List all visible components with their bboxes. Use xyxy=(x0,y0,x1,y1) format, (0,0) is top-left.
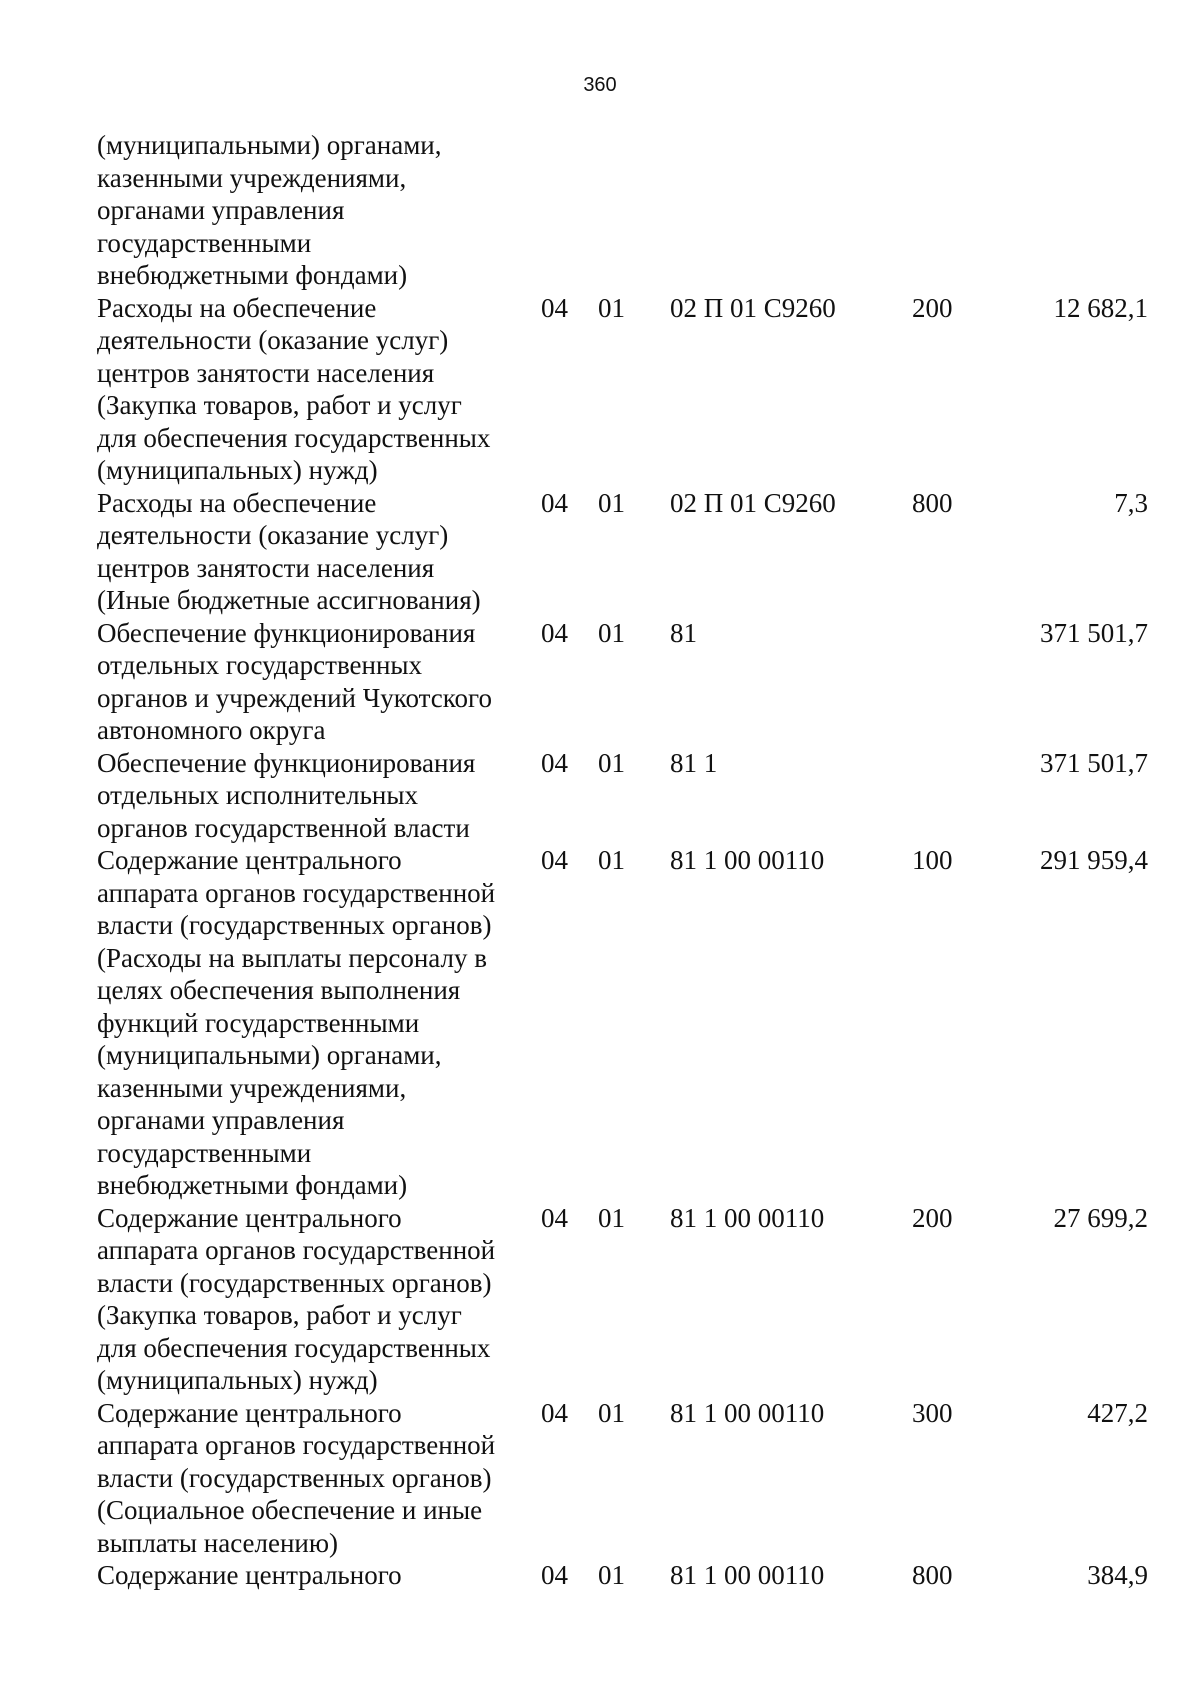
table-row xyxy=(0,747,1200,845)
description-line: целях обеспечения выполнения xyxy=(97,975,461,1005)
description-line: органами управления xyxy=(97,1105,345,1135)
section-code: 04 xyxy=(541,617,568,648)
target-article-code: 81 1 00 00110 xyxy=(670,845,825,875)
description-line: Содержание центрального xyxy=(97,1202,402,1233)
description-line: власти (государственных органов) xyxy=(97,910,492,940)
target-article-code: 81 1 00 00110 xyxy=(670,1397,825,1428)
description-line: (Закупка товаров, работ и услуг xyxy=(97,390,462,420)
table-row xyxy=(0,1397,1200,1560)
subsection-code: 01 xyxy=(598,1397,625,1428)
subsection-code: 01 xyxy=(598,1202,625,1233)
target-article-code: 81 xyxy=(670,617,697,648)
description-line: центров занятости населения xyxy=(97,357,435,388)
description-line: деятельности (оказание услуг) xyxy=(97,325,449,355)
description-line: казенными учреждениями, xyxy=(97,1072,407,1103)
description-line: Обеспечение функционирования xyxy=(97,617,476,648)
row-description xyxy=(97,747,537,845)
row-description xyxy=(97,1397,537,1560)
row-description xyxy=(97,617,537,747)
row-description xyxy=(97,844,537,1202)
amount: 12 682,1 xyxy=(1053,292,1148,323)
amount: 371 501,7 xyxy=(1040,747,1148,778)
section-code: 04 xyxy=(541,747,568,778)
description-line: центров занятости населения xyxy=(97,552,435,583)
description-line: органами управления xyxy=(97,195,345,225)
description-line: власти (государственных органов) xyxy=(97,1462,492,1493)
description-line: выплаты населению) xyxy=(97,1527,339,1558)
description-line: Расходы на обеспечение xyxy=(97,487,377,518)
row-description xyxy=(97,1202,537,1397)
section-code: 04 xyxy=(541,1397,568,1428)
expense-type-code: 200 xyxy=(912,1202,953,1233)
section-code: 04 xyxy=(541,292,568,323)
description-line: аппарата органов государственной xyxy=(97,877,496,908)
description-line: для обеспечения государственных xyxy=(97,1332,491,1363)
amount: 291 959,4 xyxy=(1040,845,1148,875)
subsection-code: 01 xyxy=(598,747,625,778)
description-line: для обеспечения государственных xyxy=(97,422,491,453)
row-description xyxy=(97,292,537,487)
description-line: отдельных исполнительных xyxy=(97,780,418,810)
description-line: Расходы на обеспечение xyxy=(97,292,377,323)
description-line: Обеспечение функционирования xyxy=(97,747,476,778)
description-line: аппарата органов государственной xyxy=(97,1430,496,1460)
description-line: внебюджетными фондами) xyxy=(97,1170,408,1200)
description-line: (муниципальными) органами, xyxy=(97,1040,442,1070)
subsection-code: 01 xyxy=(598,1560,625,1590)
section-code: 04 xyxy=(541,1560,568,1590)
description-line: (Расходы на выплаты персоналу в xyxy=(97,942,487,973)
table-row xyxy=(0,129,1200,292)
description-line: Содержание центрального xyxy=(97,1560,402,1590)
description-line: (муниципальными) органами, xyxy=(97,130,442,160)
description-line: (муниципальных) нужд) xyxy=(97,1365,378,1395)
page-number: 360 xyxy=(583,74,617,96)
subsection-code: 01 xyxy=(598,845,625,875)
table-row xyxy=(0,292,1200,487)
table-row xyxy=(0,1559,1200,1592)
description-line: внебюджетными фондами) xyxy=(97,260,408,290)
section-code: 04 xyxy=(541,1202,568,1233)
amount: 427,2 xyxy=(1087,1397,1148,1428)
amount: 384,9 xyxy=(1087,1560,1148,1590)
table-row xyxy=(0,844,1200,1202)
budget-table xyxy=(0,129,1200,1592)
expense-type-code: 300 xyxy=(912,1397,953,1428)
description-line: деятельности (оказание услуг) xyxy=(97,520,449,550)
description-line: (Социальное обеспечение и иные xyxy=(97,1495,483,1525)
description-line: государственными xyxy=(97,227,312,258)
amount: 27 699,2 xyxy=(1053,1202,1148,1233)
description-line: функций государственными xyxy=(97,1007,420,1038)
expense-type-code: 800 xyxy=(912,1560,953,1590)
row-description xyxy=(97,129,537,292)
target-article-code: 81 1 00 00110 xyxy=(670,1560,825,1590)
description-line: казенными учреждениями, xyxy=(97,162,407,193)
target-article-code: 02 П 01 С9260 xyxy=(670,487,836,518)
description-line: органов государственной власти xyxy=(97,812,470,843)
row-description xyxy=(97,1559,537,1592)
subsection-code: 01 xyxy=(598,487,625,518)
description-line: власти (государственных органов) xyxy=(97,1267,492,1298)
target-article-code: 81 1 xyxy=(670,747,718,778)
target-article-code: 81 1 00 00110 xyxy=(670,1202,825,1233)
expense-type-code: 800 xyxy=(912,487,953,518)
description-line: (Иные бюджетные ассигнования) xyxy=(97,585,481,615)
expense-type-code: 200 xyxy=(912,292,953,323)
expense-type-code: 100 xyxy=(912,845,953,875)
subsection-code: 01 xyxy=(598,292,625,323)
description-line: (Закупка товаров, работ и услуг xyxy=(97,1300,462,1330)
description-line: аппарата органов государственной xyxy=(97,1235,496,1265)
amount: 371 501,7 xyxy=(1040,617,1148,648)
description-line: Содержание центрального xyxy=(97,845,402,875)
description-line: государственными xyxy=(97,1137,312,1168)
amount: 7,3 xyxy=(1114,487,1148,518)
description-line: (муниципальных) нужд) xyxy=(97,455,378,485)
table-row xyxy=(0,487,1200,617)
description-line: Содержание центрального xyxy=(97,1397,402,1428)
table-row xyxy=(0,617,1200,747)
target-article-code: 02 П 01 С9260 xyxy=(670,292,836,323)
description-line: автономного округа xyxy=(97,715,326,745)
section-code: 04 xyxy=(541,845,568,875)
table-row xyxy=(0,1202,1200,1397)
subsection-code: 01 xyxy=(598,617,625,648)
description-line: органов и учреждений Чукотского xyxy=(97,682,492,713)
section-code: 04 xyxy=(541,487,568,518)
description-line: отдельных государственных xyxy=(97,650,423,680)
row-description xyxy=(97,487,537,617)
